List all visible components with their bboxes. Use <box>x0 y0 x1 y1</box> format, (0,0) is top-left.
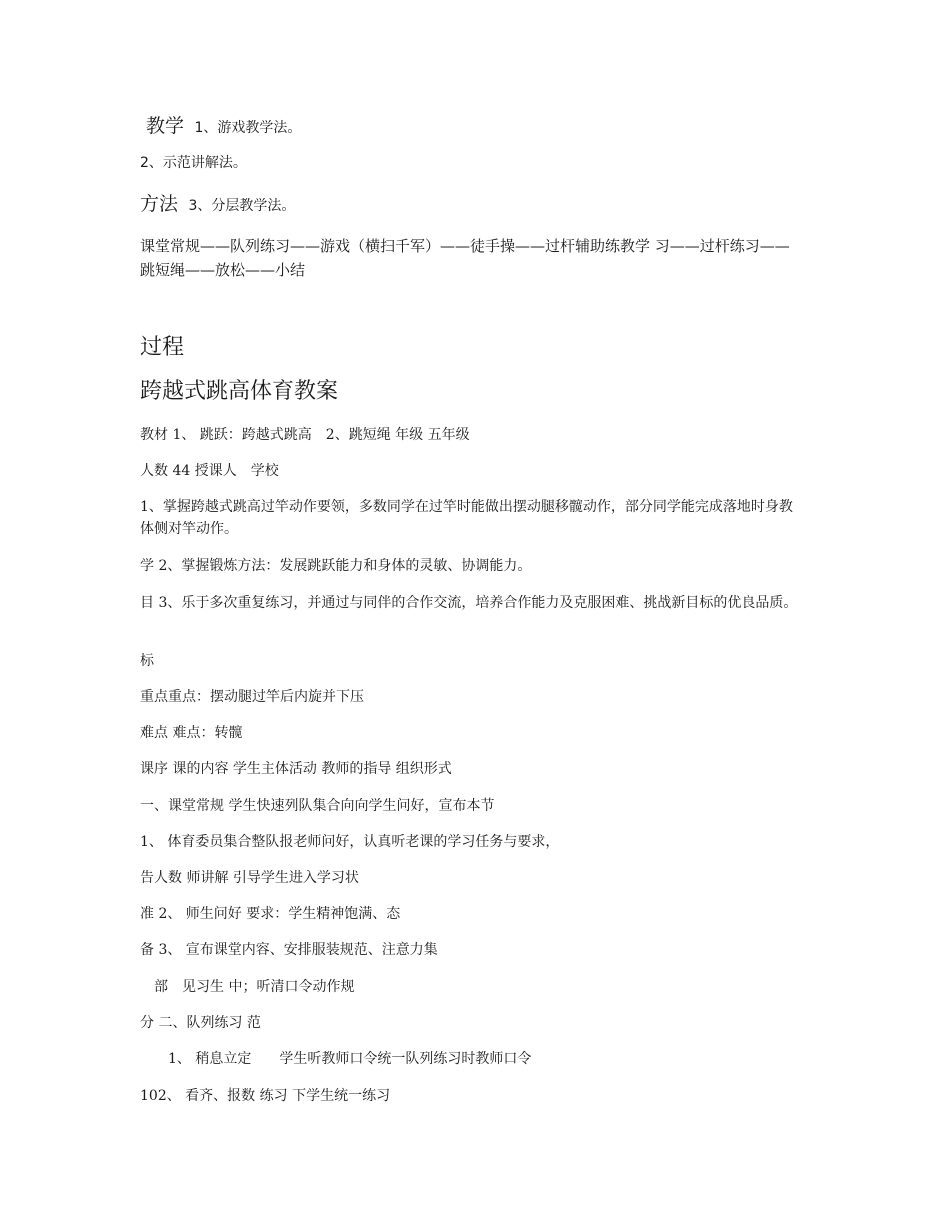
text-line: 1、 稍息立定 学生听教师口令统一队列练习时教师口令 <box>140 1051 532 1067</box>
text-line: 课序 课的内容 学生主体活动 教师的指导 组织形式 <box>140 761 452 777</box>
text-line: 102、 看齐、报数 练习 下学生统一练习 <box>140 1088 391 1104</box>
method-line-1 <box>140 112 820 140</box>
text-line: 标 <box>140 653 154 669</box>
text-line: 人数 44 授课人 学校 <box>140 463 279 479</box>
text-line: 告人数 师讲解 引导学生进入学习状 <box>140 870 359 886</box>
text-line: 学 2、掌握锻炼方法：发展跳跃能力和身体的灵敏、协调能力。 <box>140 558 532 574</box>
text-line: 难点 难点：转髋 <box>140 725 243 741</box>
text-line: 1、 体育委员集合整队报老师问好，认真听老课的学习任务与要求， <box>140 834 560 850</box>
text-paragraph: 目 3、乐于多次重复练习，并通过与同伴的合作交流，培养合作能力及克服困难、挑战新目标的优良品质。 <box>140 595 798 611</box>
text-paragraph: 1、掌握跨越式跳高过竿动作要领，多数同学在过竿时能做出摆动腿移髋动作，部分同学能完成落地时身教 体侧对竿动作。 <box>140 499 793 537</box>
lesson-flow: 课堂常规——队列练习——游戏（横扫千军）——徒手操——过杆辅助练教学 习——过杆练习——跳短绳——放松——小结 <box>140 237 790 279</box>
text-line: 分 二、队列练习 范 <box>140 1015 261 1031</box>
method-label: 教学 <box>146 115 185 137</box>
process-label: 过程 <box>140 335 185 360</box>
text-line: 重点重点：摆动腿过竿后内旋并下压 <box>140 689 364 705</box>
page-title: 跨越式跳高体育教案 <box>140 379 339 404</box>
text-line: 教材 1、 跳跃：跨越式跳高 2、跳短绳 年级 五年级 <box>140 427 470 443</box>
text-line: 一、课堂常规 学生快速列队集合向向学生问好，宣布本节 <box>140 798 495 814</box>
method-text: 2、示范讲解法。 <box>140 155 247 171</box>
method-line-3 <box>140 190 820 218</box>
method-line-2 <box>140 152 820 174</box>
method-text: 3、分层教学法。 <box>188 198 296 214</box>
text-line: 部 见习生 中；听清口令动作规 <box>140 979 355 995</box>
method-text: 1、游戏教学法。 <box>194 120 302 136</box>
method-label: 方法 <box>140 193 179 215</box>
text-line: 备 3、 宣布课堂内容、安排服装规范、注意力集 <box>140 942 438 958</box>
text-line: 准 2、 师生问好 要求：学生精神饱满、态 <box>140 906 401 922</box>
